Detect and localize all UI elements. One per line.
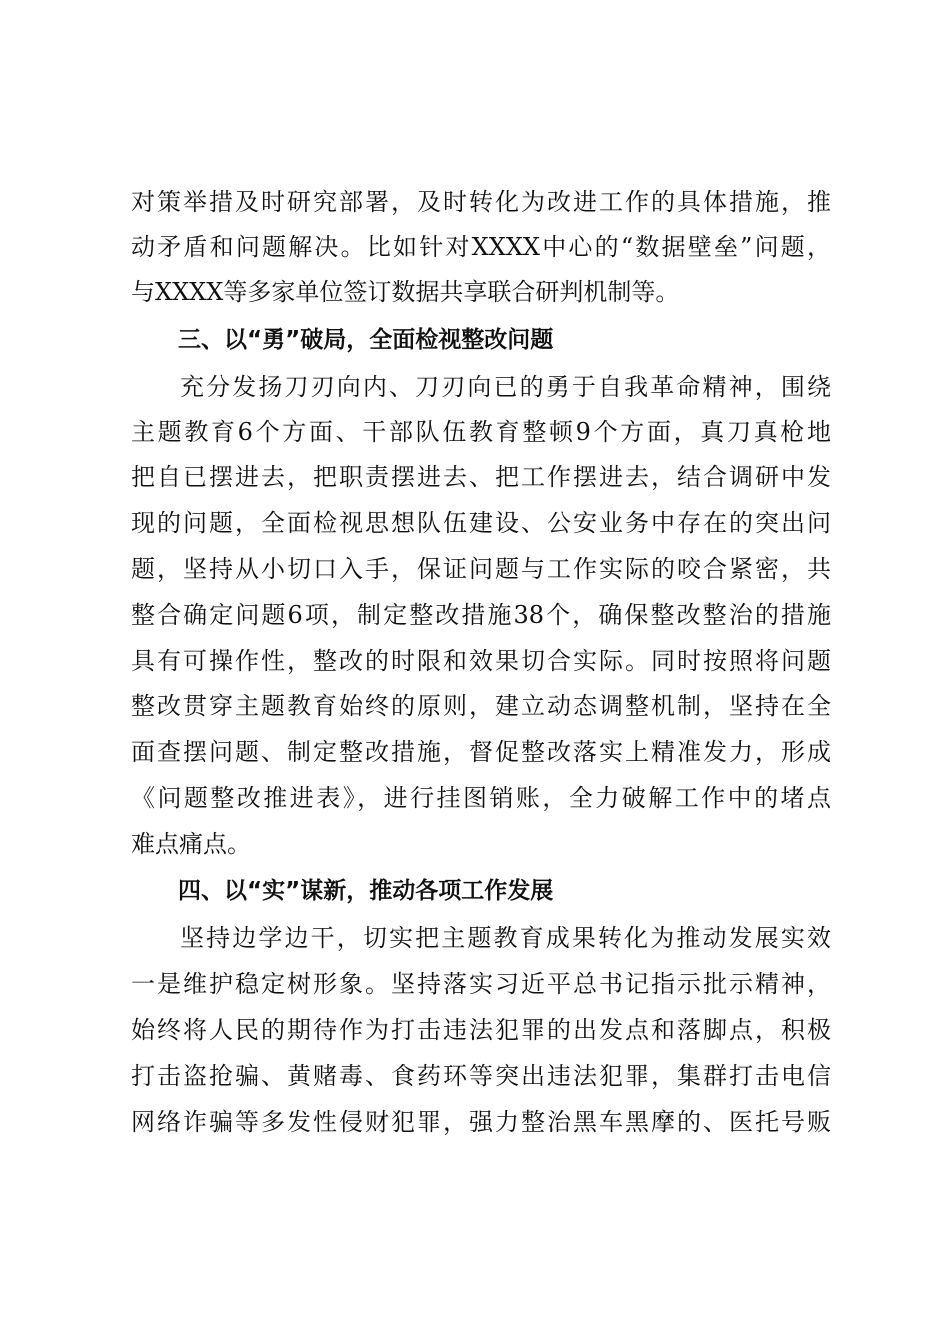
text-line: 现的问题，全面检视思想队伍建设、公安业务中存在的突出问 <box>131 509 831 537</box>
text-line: 难点痛点。 <box>131 830 251 858</box>
text-line: 整合确定问题6项，制定整改措施38个，确保整改整治的措施 <box>131 601 831 629</box>
text-line: 整改贯穿主题教育始终的原则，建立动态调整机制，坚持在全 <box>131 692 831 720</box>
text-line: 一是维护稳定树形象。坚持落实习近平总书记指示批示精神， <box>131 970 831 998</box>
text-line: 网络诈骗等多发性侵财犯罪，强力整治黑车黑摩的、医托号贩 <box>131 1108 831 1136</box>
text-line: 对策举措及时研究部署，及时转化为改进工作的具体措施，推 <box>131 188 831 216</box>
text-line: 打击盗抢骗、黄赌毒、食药环等突出违法犯罪，集群打击电信 <box>131 1062 831 1090</box>
text-line: 面查摆问题、制定整改措施，督促整改落实上精准发力，形成 <box>131 738 831 766</box>
text-line: 把自已摆进去，把职责摆进去、把工作摆进去，结合调研中发 <box>131 463 831 491</box>
text-line: 主题教育6个方面、干部队伍教育整顿9个方面，真刀真枪地 <box>131 418 831 446</box>
section-heading-4: 四、以“实”谋新，推动各项工作发展 <box>178 878 554 904</box>
text-line: 题，坚持从小切口入手，保证问题与工作实际的咬合紧密，共 <box>131 555 831 583</box>
text-line: 坚持边学边干，切实把主题教育成果转化为推动发展实效 <box>180 924 831 952</box>
text-line: 始终将人民的期待作为打击违法犯罪的出发点和落脚点，积极 <box>131 1016 831 1044</box>
text-line: 充分发扬刀刃向内、刀刃向已的勇于自我革命精神，围绕 <box>180 373 831 401</box>
text-line: 具有可操作性，整改的时限和效果切合实际。同时按照将问题 <box>131 647 831 675</box>
text-line: 《问题整改推进表》，进行挂图销账，全力破解工作中的堵点 <box>131 784 831 812</box>
section-heading-3: 三、以“勇”破局，全面检视整改问题 <box>178 327 554 353</box>
text-line: 动矛盾和问题解决。比如针对XXXX中心的“数据壁垒”问题， <box>131 233 831 261</box>
text-line: 与XXXX等多家单位签订数据共享联合研判机制等。 <box>131 278 680 306</box>
